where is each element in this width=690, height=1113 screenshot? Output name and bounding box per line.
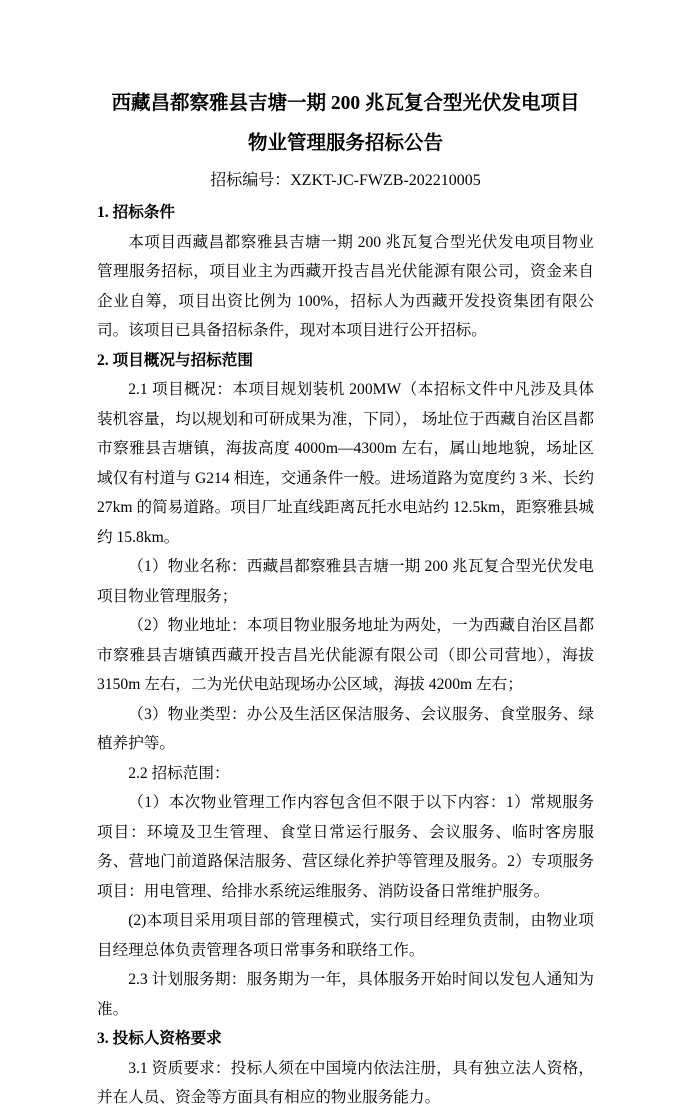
section-2-paragraph-property-type: （3）物业类型：办公及生活区保洁服务、会议服务、食堂服务、绿植养护等。 bbox=[97, 705, 594, 752]
section-2-paragraph-management-mode: (2)本项目采用项目部的管理模式，实行项目经理负责制，由物业项目经理总体负责管理各项日常事务和联络工作。 bbox=[97, 912, 594, 959]
section-2-paragraph-scope-heading: 2.2 招标范围： bbox=[128, 764, 230, 782]
document-title-line2: 物业管理服务招标公告 bbox=[247, 133, 443, 154]
section-2-paragraph-service-period: 2.3 计划服务期：服务期为一年，具体服务开始时间以发包人通知为准。 bbox=[97, 971, 594, 1018]
section-2-paragraph-property-name: （1）物业名称：西藏昌都察雅县吉塘一期 200 兆瓦复合型光伏发电项目物业管理服务； bbox=[97, 558, 594, 605]
section-2-heading: 2. 项目概况与招标范围 bbox=[97, 351, 253, 369]
section-2-paragraph-scope-content: （1）本次物业管理工作内容包含但不限于以下内容：1）常规服务项目：环境及卫生管理、食堂日常运行服务、会议服务、临时客房服务、营地门前道路保洁服务、营区绿化养护等管理及服务。2）专项服务项目：用电管理、给排水系统运维服务、消防设备日常维护服务。 bbox=[97, 794, 594, 900]
document-title-line1: 西藏昌都察雅县吉塘一期 200 兆瓦复合型光伏发电项目 bbox=[111, 93, 580, 114]
section-3-paragraph: 3.1 资质要求：投标人须在中国境内依法注册，具有独立法人资格，并在人员、资金等方面具有相应的物业服务能力。 bbox=[97, 1059, 594, 1106]
section-2-paragraph-property-address: （2）物业地址：本项目物业服务地址为两处，一为西藏自治区昌都市察雅县吉塘镇西藏开投吉昌光伏能源有限公司（即公司营地），海拔 3150m 左右，二为光伏电站现场办公区域，海拔 4200m 左右； bbox=[97, 617, 594, 693]
tender-number-value: XZKT-JC-FWZB-202210005 bbox=[290, 172, 481, 189]
section-2-paragraph-overview: 2.1 项目概况：本项目规划装机 200MW（本招标文件中凡涉及具体装机容量，均以规划和可研成果为准，下同）， 场址位于西藏自治区昌都市察雅县吉塘镇，海拔高度 4000m—4300m 左右，属山地地貌，场址区域仅有村道与 G214 相连，交通条件一般。进场道路为宽度约 3 米、长约 27km 的简易道路。项目厂址直线距离瓦托水电站约 12.5km，距察雅县城约 15.8km。 bbox=[97, 381, 594, 546]
section-3-heading: 3. 投标人资格要求 bbox=[97, 1030, 222, 1047]
section-1-paragraph: 本项目西藏昌都察雅县吉塘一期 200 兆瓦复合型光伏发电项目物业管理服务招标，项目业主为西藏开投吉昌光伏能源有限公司，资金来自企业自筹，项目出资比例为 100%，招标人为西藏开发投资集团有限公司。该项目已具备招标条件，现对本项目进行公开招标。 bbox=[97, 233, 594, 339]
tender-number-label: 招标编号： bbox=[210, 172, 291, 189]
section-1-heading: 1. 招标条件 bbox=[97, 204, 175, 221]
tender-number bbox=[97, 164, 594, 198]
